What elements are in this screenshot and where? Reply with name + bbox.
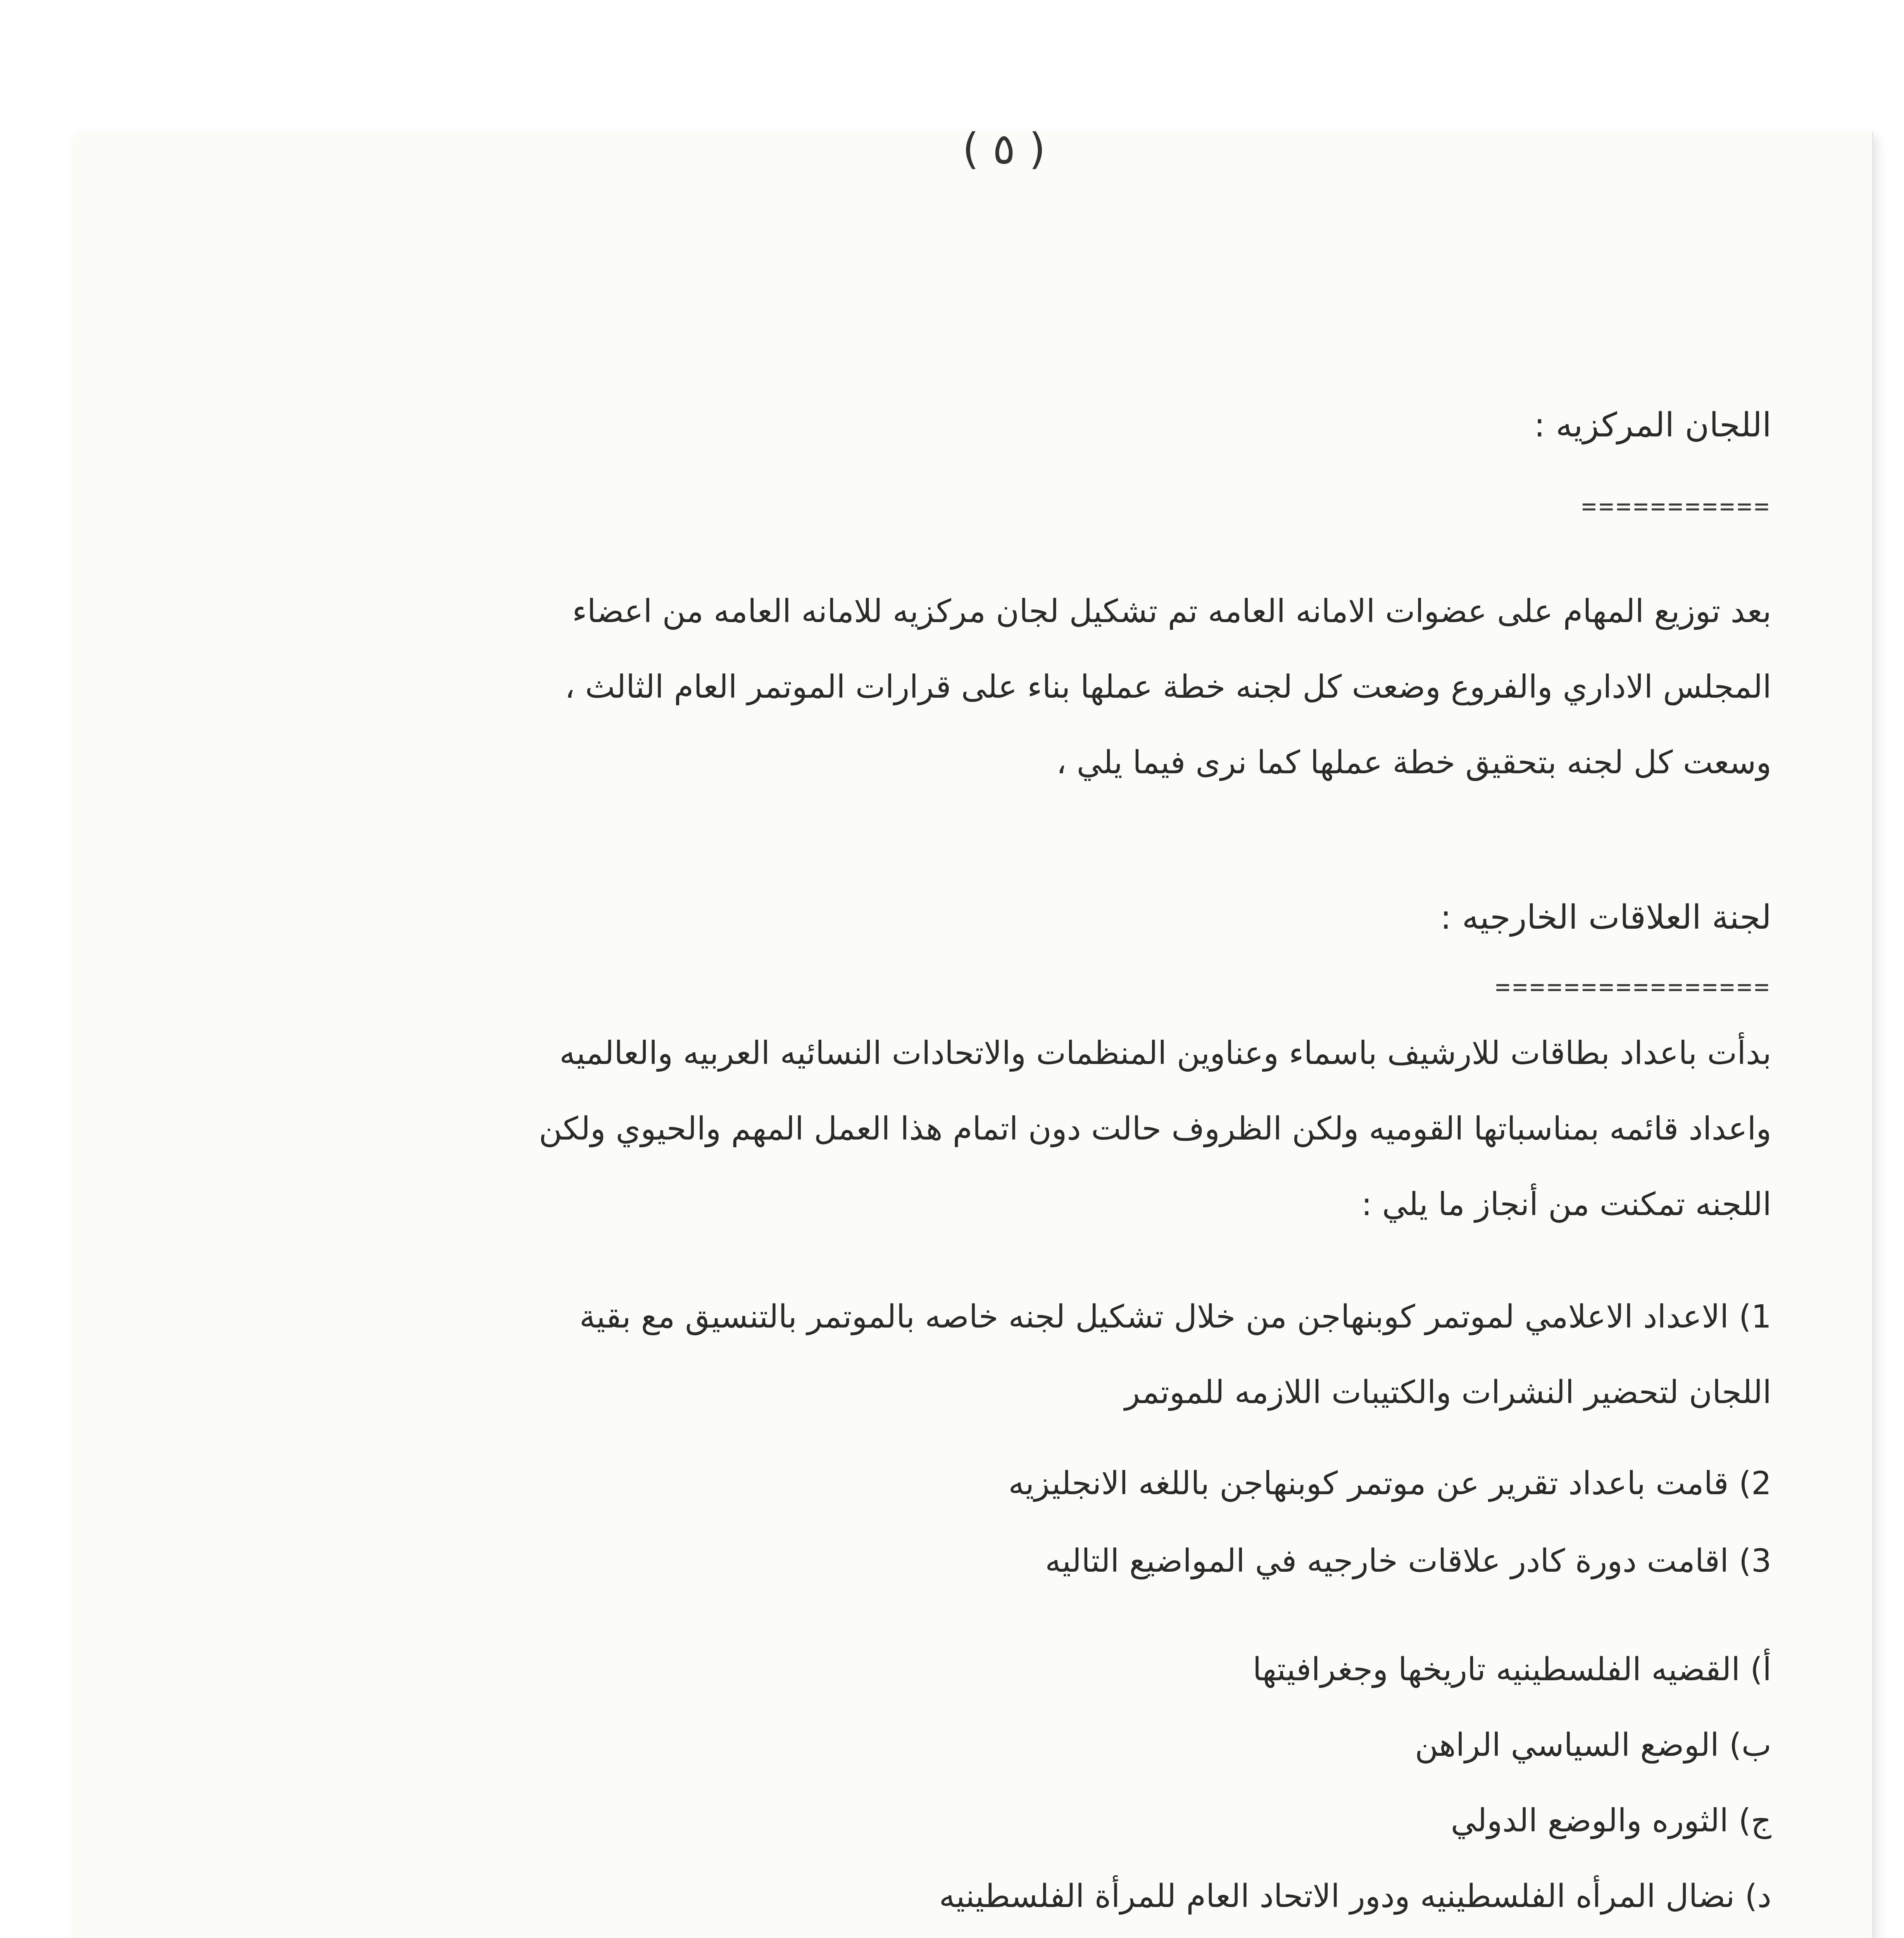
section2-line: واعداد قائمه بمناسباتها القوميه ولكن الظروف حالت دون اتمام هذا العمل المهم والحيوي ولكن bbox=[539, 1110, 1771, 1147]
sub-list-item: ج) الثوره والوضع الدولي bbox=[1450, 1802, 1771, 1839]
section1-line: وسعت كل لجنه بتحقيق خطة عملها كما نرى فيما يلي ، bbox=[1056, 744, 1771, 781]
sub-list-item: د) نضال المرأه الفلسطينيه ودور الاتحاد العام للمرأة الفلسطينيه bbox=[939, 1878, 1771, 1915]
section1-line: بعد توزيع المهام على عضوات الامانه العامه تم تشكيل لجان مركزيه للامانه العامه من اعضاء bbox=[572, 593, 1771, 630]
section1-heading: اللجان المركزيه : bbox=[1534, 406, 1771, 445]
sub-list-item: أ) القضيه الفلسطينيه تاريخها وجغرافيتها bbox=[1252, 1651, 1771, 1688]
paper-sheet bbox=[74, 124, 1873, 1938]
section2-underline: ================ bbox=[1495, 973, 1771, 1002]
list-item-line: اللجان لتحضير النشرات والكتيبات اللازمه للموتمر bbox=[1124, 1374, 1771, 1411]
section2-heading: لجنة العلاقات الخارجيه : bbox=[1440, 898, 1771, 937]
list-item-3: 3) اقامت دورة كادر علاقات خارجيه في المواضيع التاليه bbox=[1045, 1543, 1771, 1579]
list-item-line: 1) الاعداد الاعلامي لموتمر كوبنهاجن من خلال تشكيل لجنه خاصه بالموتمر بالتنسيق مع بقية bbox=[579, 1298, 1771, 1335]
section1-paragraph bbox=[565, 574, 1771, 800]
list-item-2: 2) قامت باعداد تقرير عن موتمر كوبنهاجن باللغه الانجليزيه bbox=[1008, 1465, 1771, 1502]
section2-line: اللجنه تمكنت من أنجاز ما يلي : bbox=[1361, 1186, 1771, 1223]
section1-line: المجلس الاداري والفروع وضعت كل لجنه خطة عملها بناء على قرارات الموتمر العام الثالث ، bbox=[564, 669, 1771, 705]
document-body bbox=[74, 124, 1872, 1938]
section2-paragraph bbox=[539, 1016, 1771, 1242]
list-item-1 bbox=[579, 1279, 1771, 1430]
section2-line: بدأت باعداد بطاقات للارشيف باسماء وعناوين المنظمات والاتحادات النسائيه العربيه والعالميه bbox=[559, 1035, 1771, 1072]
section1-underline: =========== bbox=[1581, 492, 1771, 521]
sub-list bbox=[939, 1632, 1771, 1934]
page-number: ( ٥ ) bbox=[962, 124, 1046, 174]
sub-list-item: ب) الوضع السياسي الراهن bbox=[1415, 1727, 1771, 1764]
